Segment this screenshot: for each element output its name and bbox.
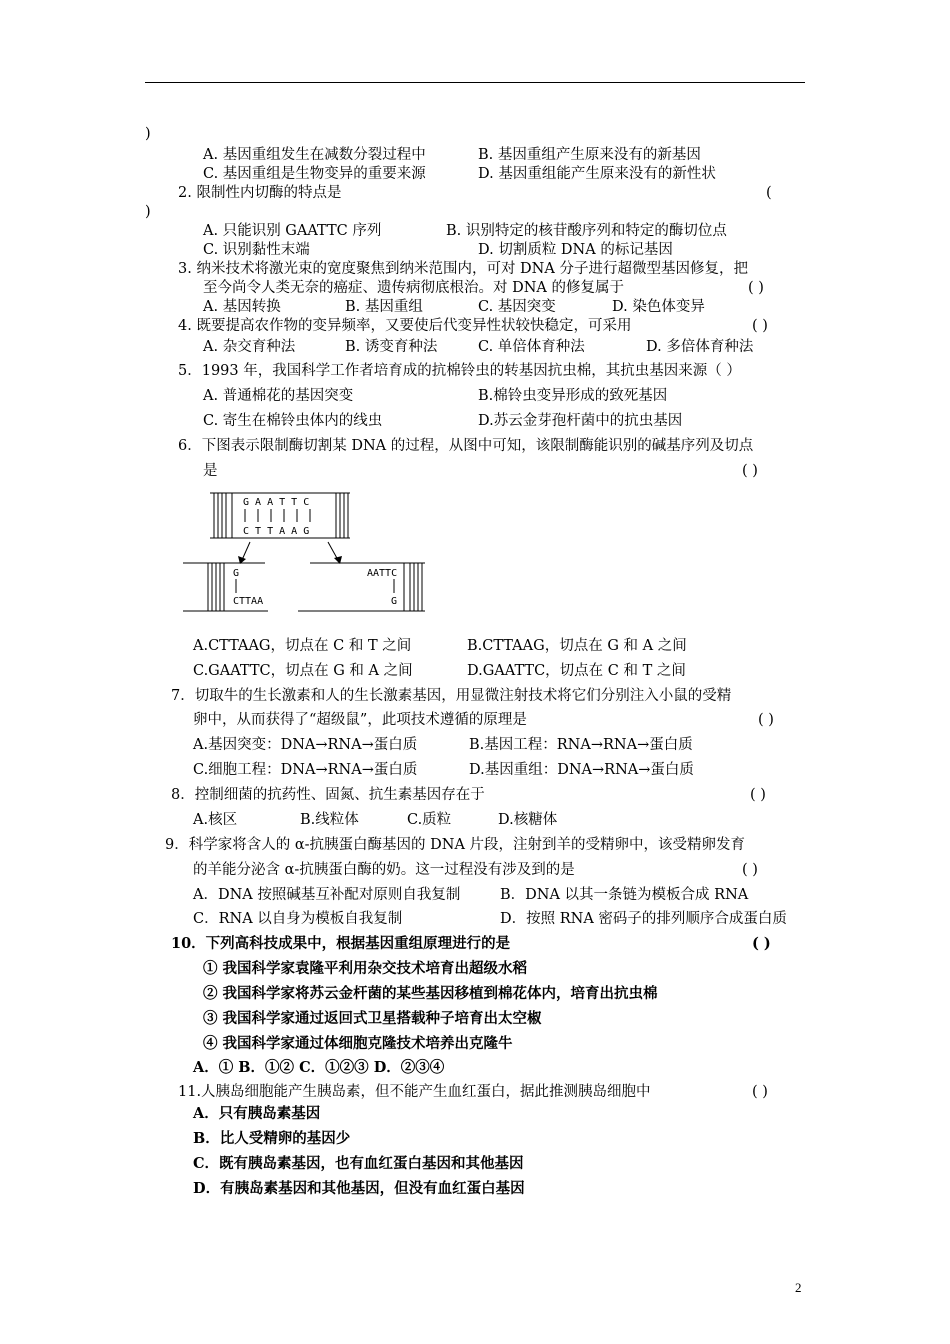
q7-option-c: C.细胞工程：DNA→RNA→蛋白质 bbox=[193, 762, 418, 778]
q11-option-b: B．比人受精卵的基因少 bbox=[193, 1130, 351, 1147]
q2-option-b: B. 识别特定的核苷酸序列和特定的酶切位点 bbox=[446, 223, 727, 239]
q4-answer-paren: ( ) bbox=[752, 318, 768, 334]
q3-stem-line2: 至今尚令人类无奈的癌症、遗传病彻底根治。对 DNA 的修复属于 bbox=[203, 280, 625, 296]
right-fragment-diagram bbox=[330, 563, 440, 615]
q4-stem: 4. 既要提高农作物的变异频率，又要使后代变异性状较快稳定，可采用 bbox=[178, 318, 632, 334]
q7-stem-line2: 卵中，从而获得了“超级鼠”，此项技术遵循的原理是 bbox=[193, 712, 527, 728]
q3-option-c: C. 基因突变 bbox=[478, 299, 556, 315]
q8-stem: 8．控制细菌的抗药性、固氮、抗生素基因存在于 bbox=[171, 787, 485, 803]
q6-stem-line1: 6．下图表示限制酶切割某 DNA 的过程，从图中可知，该限制酶能识别的碱基序列及切点 bbox=[178, 438, 754, 454]
q2-paren-open: ( bbox=[766, 185, 772, 201]
q10-item-2: ② 我国科学家将苏云金杆菌的某些基因移植到棉花体内，培育出抗虫棉 bbox=[203, 985, 658, 1002]
q4-option-b: B. 诱变育种法 bbox=[345, 339, 438, 355]
q9-answer-paren: ( ) bbox=[742, 862, 758, 878]
q8-option-a: A.核区 bbox=[193, 812, 238, 828]
top-sequence-text: G A A T T C bbox=[243, 497, 310, 508]
q8-option-b: B.线粒体 bbox=[300, 812, 359, 828]
q6-option-b: B.CTTAAG，切点在 G 和 A 之间 bbox=[467, 638, 687, 654]
q7-option-b: B.基因工程：RNA→RNA→蛋白质 bbox=[469, 737, 693, 753]
left-fragment-bottom: CTTAA bbox=[233, 596, 264, 607]
q11-answer-paren: ( ) bbox=[752, 1084, 768, 1100]
q7-option-d: D.基因重组：DNA→RNA→蛋白质 bbox=[469, 762, 694, 778]
q9-option-b: B．DNA 以其一条链为模板合成 RNA bbox=[500, 887, 749, 903]
q8-answer-paren: ( ) bbox=[750, 787, 766, 803]
right-fragment-top: AATTC bbox=[367, 568, 398, 579]
q5-option-a: A. 普通棉花的基因突变 bbox=[203, 388, 354, 404]
q7-option-a: A.基因突变：DNA→RNA→蛋白质 bbox=[193, 737, 418, 753]
q7-answer-paren: ( ) bbox=[758, 712, 774, 728]
page-number: 2 bbox=[795, 1280, 802, 1295]
q1-option-a: A. 基因重组发生在减数分裂过程中 bbox=[203, 147, 426, 163]
q7-stem-line1: 7．切取牛的生长激素和人的生长激素基因，用显微注射技术将它们分别注入小鼠的受精 bbox=[171, 688, 732, 704]
right-fragment-bottom: G bbox=[391, 596, 398, 607]
q4-option-c: C. 单倍体育种法 bbox=[478, 339, 585, 355]
q6-option-c: C.GAATTC，切点在 G 和 A 之间 bbox=[193, 663, 413, 679]
bottom-sequence-text: C T T A A G bbox=[243, 526, 310, 537]
q6-answer-paren: ( ) bbox=[742, 463, 758, 479]
q4-option-d: D. 多倍体育种法 bbox=[646, 339, 754, 355]
q3-answer-paren: ( ) bbox=[748, 280, 764, 296]
q5-option-c: C. 寄生在棉铃虫体内的线虫 bbox=[203, 413, 383, 429]
q10-item-3: ③ 我国科学家通过返回式卫星搭载种子培育出太空椒 bbox=[203, 1010, 542, 1027]
q10-item-4: ④ 我国科学家通过体细胞克隆技术培养出克隆牛 bbox=[203, 1035, 513, 1052]
q6-option-a: A.CTTAAG，切点在 C 和 T 之间 bbox=[193, 638, 412, 654]
q6-stem-line2: 是 bbox=[203, 463, 218, 479]
q9-option-a: A．DNA 按照碱基互补配对原则自我复制 bbox=[193, 887, 461, 903]
q2-option-d: D. 切割质粒 DNA 的标记基因 bbox=[478, 242, 673, 258]
carry-paren: ) bbox=[145, 126, 151, 142]
q1-option-c: C. 基因重组是生物变异的重要来源 bbox=[203, 166, 426, 182]
q3-stem-line1: 3. 纳米技术将激光束的宽度聚焦到纳米范围内，可对 DNA 分子进行超微型基因修复，把 bbox=[178, 261, 748, 277]
q9-stem-line2: 的羊能分泌含 α-抗胰蛋白酶的奶。这一过程没有涉及到的是 bbox=[193, 862, 575, 878]
q11-option-d: D．有胰岛素基因和其他基因，但没有血红蛋白基因 bbox=[193, 1180, 525, 1197]
q5-option-b: B.棉铃虫变异形成的致死基因 bbox=[478, 388, 668, 404]
q10-answer-paren: ( ) bbox=[752, 935, 771, 952]
q10-options: A．① B．①② C．①②③ D．②③④ bbox=[193, 1059, 445, 1076]
q9-option-d: D．按照 RNA 密码子的排列顺序合成蛋白质 bbox=[500, 911, 787, 927]
q9-option-c: C．RNA 以自身为模板自我复制 bbox=[193, 911, 403, 927]
q11-option-c: C．既有胰岛素基因，也有血红蛋白基因和其他基因 bbox=[193, 1155, 524, 1172]
q8-option-c: C.质粒 bbox=[407, 812, 452, 828]
q5-option-d: D.苏云金芽孢杆菌中的抗虫基因 bbox=[478, 413, 683, 429]
q11-stem: 11.人胰岛细胞能产生胰岛素，但不能产生血红蛋白，据此推测胰岛细胞中 bbox=[178, 1084, 651, 1100]
header-rule bbox=[145, 82, 805, 83]
left-fragment-top: G bbox=[233, 568, 240, 579]
q9-stem-line1: 9．科学家将含人的 α-抗胰蛋白酶基因的 DNA 片段，注射到羊的受精卵中，该受精卵发育 bbox=[165, 837, 746, 853]
q6-option-d: D.GAATTC，切点在 C 和 T 之间 bbox=[467, 663, 686, 679]
q5-stem: 5．1993 年，我国科学工作者培育成的抗棉铃虫的转基因抗虫棉，其抗虫基因来源（ ） bbox=[178, 363, 741, 379]
q10-item-1: ① 我国科学家袁隆平利用杂交技术培育出超级水稻 bbox=[203, 960, 528, 977]
q3-option-d: D. 染色体变异 bbox=[612, 299, 705, 315]
q2-option-c: C. 识别黏性末端 bbox=[203, 242, 310, 258]
q3-option-a: A. 基因转换 bbox=[203, 299, 281, 315]
q3-option-b: B. 基因重组 bbox=[345, 299, 423, 315]
q11-option-a: A．只有胰岛素基因 bbox=[193, 1105, 321, 1122]
q1-option-d: D. 基因重组能产生原来没有的新性状 bbox=[478, 166, 716, 182]
q2-stem: 2. 限制性内切酶的特点是 bbox=[178, 185, 342, 201]
q4-option-a: A. 杂交育种法 bbox=[203, 339, 296, 355]
q8-option-d: D.核糖体 bbox=[498, 812, 558, 828]
q2-option-a: A. 只能识别 GAATTC 序列 bbox=[203, 223, 382, 239]
q10-stem: 10．下列高科技成果中，根据基因重组原理进行的是 bbox=[171, 935, 511, 952]
q1-option-b: B. 基因重组产生原来没有的新基因 bbox=[478, 147, 701, 163]
q2-paren-close: ) bbox=[145, 204, 151, 220]
